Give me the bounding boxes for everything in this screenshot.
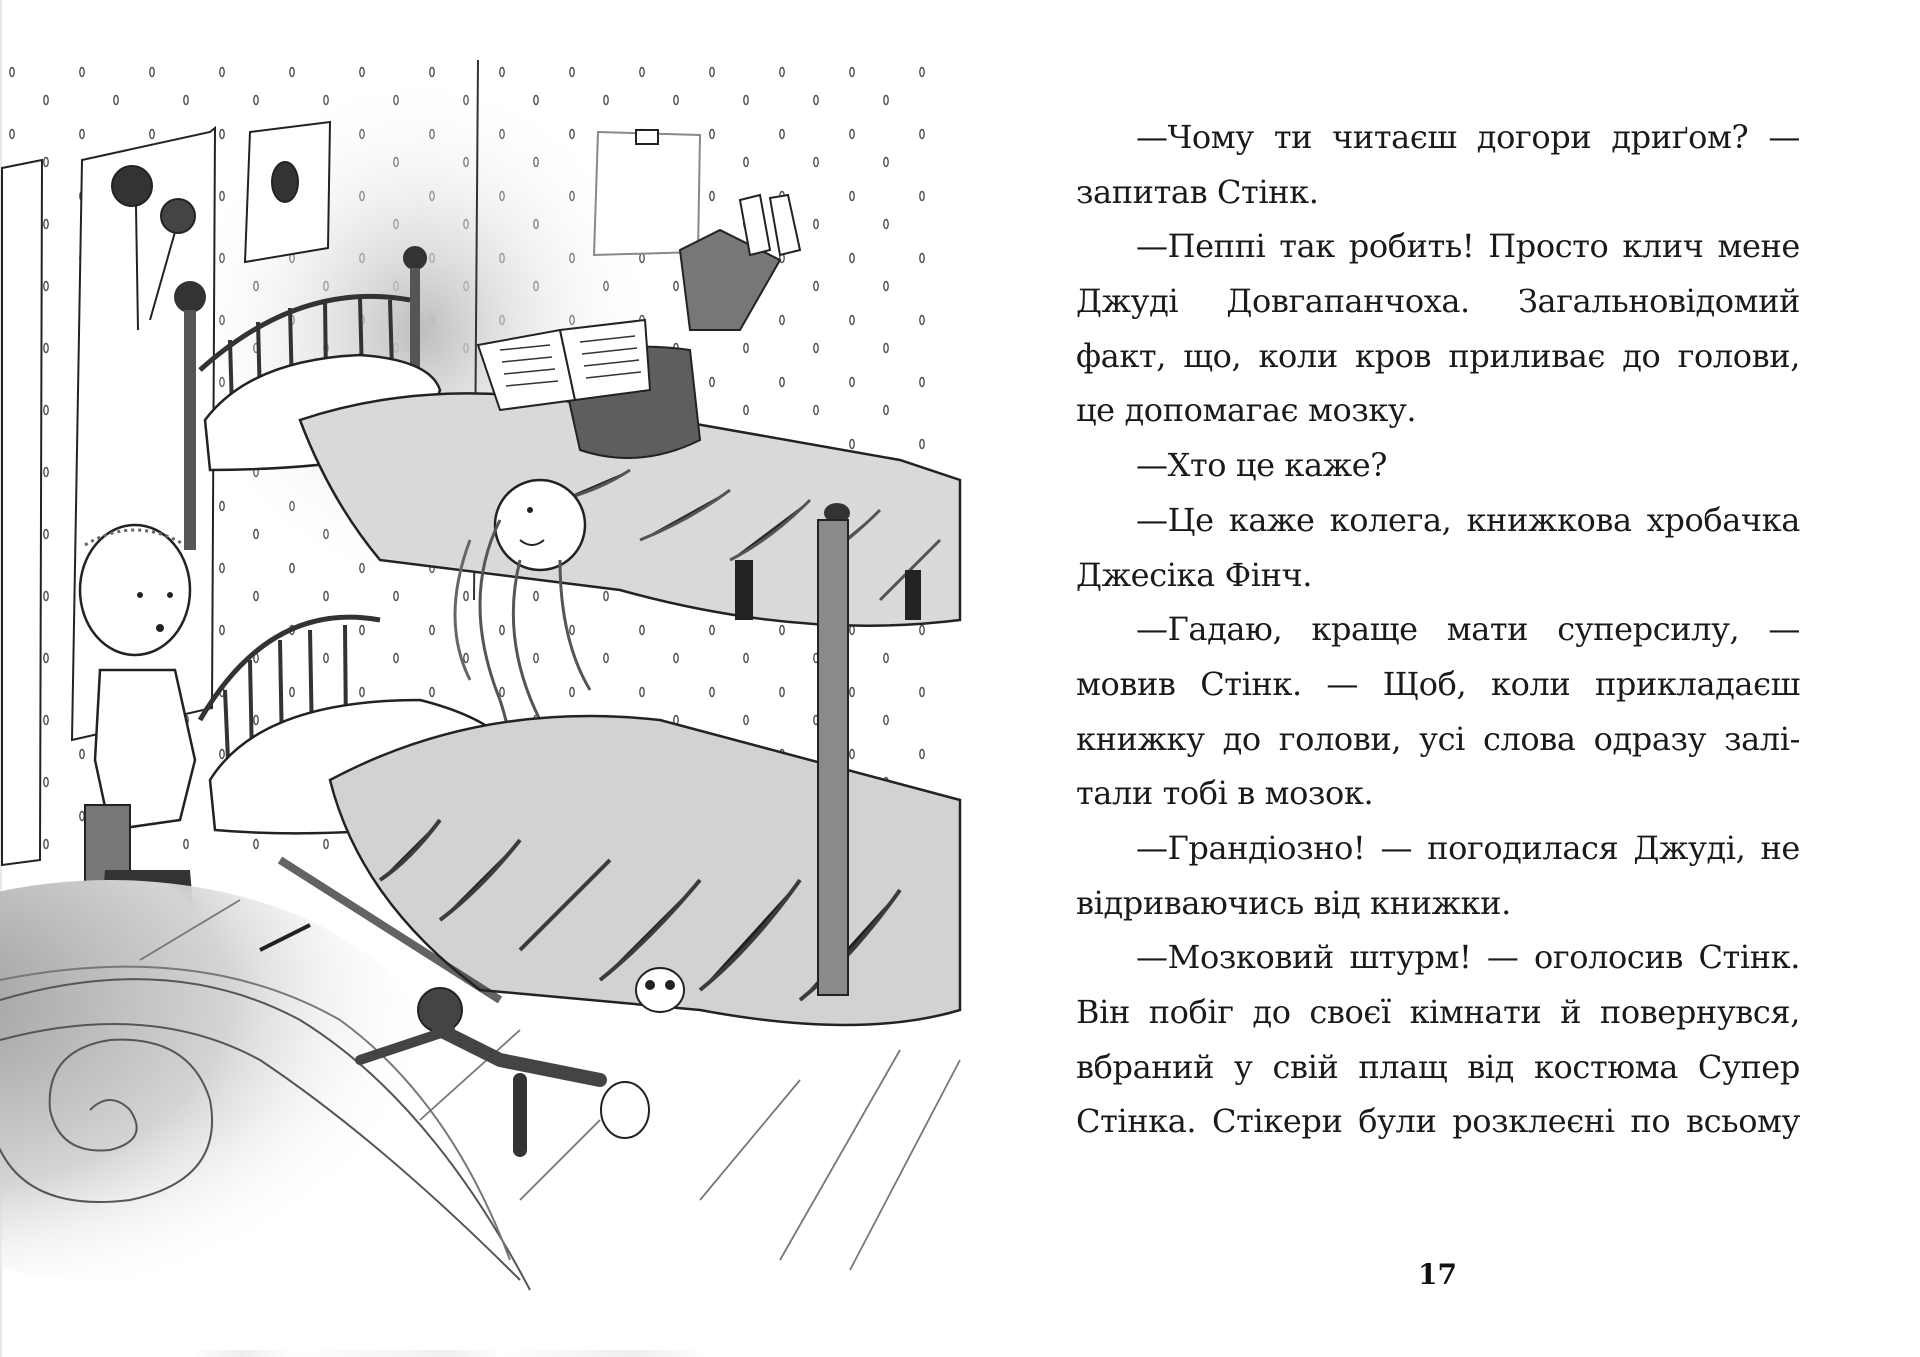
story-text-column xyxy=(1076,110,1800,1149)
word: всьому xyxy=(1686,1102,1800,1141)
word: суперсилу, xyxy=(1557,610,1740,649)
word: читаєш xyxy=(1332,118,1457,156)
word: розклеєні xyxy=(1452,1102,1615,1141)
word: Загальновідомий xyxy=(1518,282,1800,321)
word: — xyxy=(1326,664,1359,703)
word: книжкова xyxy=(1466,500,1632,539)
text-line: запитав Стінк. xyxy=(1076,172,1319,211)
text-line xyxy=(1076,657,1800,712)
word: були xyxy=(1358,1102,1437,1141)
toy-frog-icon xyxy=(636,968,684,1012)
word: —Мозковий xyxy=(1136,938,1334,977)
word: мовив xyxy=(1076,664,1176,703)
word: книжку xyxy=(1076,719,1205,758)
word: Стінк. xyxy=(1698,938,1800,977)
word: до xyxy=(1622,336,1661,375)
text-line xyxy=(1076,1094,1800,1149)
word: коли xyxy=(1490,664,1571,703)
word: кімнати xyxy=(1409,993,1542,1031)
word: Стікери xyxy=(1212,1102,1343,1141)
text-line xyxy=(1076,602,1800,657)
word: догори xyxy=(1476,118,1592,156)
word: у xyxy=(1234,1047,1253,1086)
word: й xyxy=(1560,993,1582,1031)
word: колега, xyxy=(1329,500,1452,539)
word: голови, xyxy=(1278,719,1402,758)
word: усі xyxy=(1419,719,1465,758)
word: — xyxy=(1380,828,1413,867)
word: до xyxy=(1252,993,1291,1031)
text-line xyxy=(1076,219,1800,274)
text-line xyxy=(1076,1040,1800,1095)
word: приливає xyxy=(1448,336,1606,375)
text-line: це допомагає мозку. xyxy=(1076,391,1417,430)
text-line xyxy=(1076,110,1800,165)
word: Стінка. xyxy=(1076,1102,1197,1141)
word: мати xyxy=(1446,610,1529,649)
word: Супер xyxy=(1697,1047,1800,1086)
word: не xyxy=(1760,828,1800,867)
word: що, xyxy=(1183,336,1242,375)
word: —Грандіозно! xyxy=(1136,828,1366,867)
next-page-bleed xyxy=(190,1350,710,1357)
word: Він xyxy=(1076,993,1130,1031)
word: голови, xyxy=(1677,336,1800,375)
word: — xyxy=(1768,118,1800,156)
text-line: тали тобі в мозок. xyxy=(1076,774,1374,813)
word: Щоб, xyxy=(1382,664,1467,703)
word: Просто xyxy=(1488,227,1609,266)
word: по xyxy=(1630,1102,1671,1141)
word: хробачка xyxy=(1646,500,1800,539)
word: прикладаєш xyxy=(1594,664,1800,703)
text-line xyxy=(1076,274,1800,329)
text-line: відриваючись від книжки. xyxy=(1076,883,1511,922)
word: погодилася xyxy=(1427,828,1619,867)
word: Довгапанчоха. xyxy=(1226,282,1470,321)
word: залі- xyxy=(1724,719,1800,758)
word: слова xyxy=(1482,719,1576,758)
word: дриґом? xyxy=(1611,118,1749,156)
word: —Гадаю, xyxy=(1136,610,1283,649)
word: — xyxy=(1768,610,1800,649)
illustration-bunk-bed-scene xyxy=(0,0,970,1310)
word: факт, xyxy=(1076,336,1167,375)
text-line xyxy=(1076,712,1800,767)
word: —Це xyxy=(1136,500,1214,539)
word: побіг xyxy=(1148,993,1234,1031)
text-line: —Хто це каже? xyxy=(1136,446,1388,485)
word: — xyxy=(1486,938,1519,977)
word: до xyxy=(1222,719,1261,758)
word: кров xyxy=(1355,336,1432,375)
text-line xyxy=(1076,821,1800,876)
word: Джуді, xyxy=(1633,828,1746,867)
word: костюма xyxy=(1533,1047,1678,1086)
word: так xyxy=(1279,227,1335,266)
word: коли xyxy=(1258,336,1338,375)
word: клич xyxy=(1622,227,1704,266)
text-line xyxy=(1076,985,1800,1040)
text-line: Джесіка Фінч. xyxy=(1076,555,1313,594)
page-number: 17 xyxy=(1418,1258,1457,1291)
word: плащ xyxy=(1358,1047,1448,1086)
word: одразу xyxy=(1593,719,1707,758)
word: повернувся, xyxy=(1599,993,1800,1031)
word: ти xyxy=(1273,118,1313,156)
word: оголосив xyxy=(1534,938,1683,977)
word: краще xyxy=(1311,610,1418,649)
word: своєї xyxy=(1309,993,1391,1031)
word: каже xyxy=(1228,500,1315,539)
word: від xyxy=(1467,1047,1514,1086)
word: —Пеппі xyxy=(1136,227,1266,266)
text-line xyxy=(1076,493,1800,548)
word: свій xyxy=(1272,1047,1339,1086)
word: робить! xyxy=(1348,227,1475,266)
word: Джуді xyxy=(1076,282,1179,321)
word: вбраний xyxy=(1076,1047,1215,1086)
text-line xyxy=(1076,930,1800,985)
bed-post xyxy=(818,503,850,995)
word: —Чому xyxy=(1136,118,1254,156)
word: мене xyxy=(1717,227,1800,266)
word: штурм! xyxy=(1349,938,1472,977)
text-line xyxy=(1076,329,1800,384)
toy-ball-icon xyxy=(601,1082,649,1138)
word: Стінк. xyxy=(1200,664,1302,703)
